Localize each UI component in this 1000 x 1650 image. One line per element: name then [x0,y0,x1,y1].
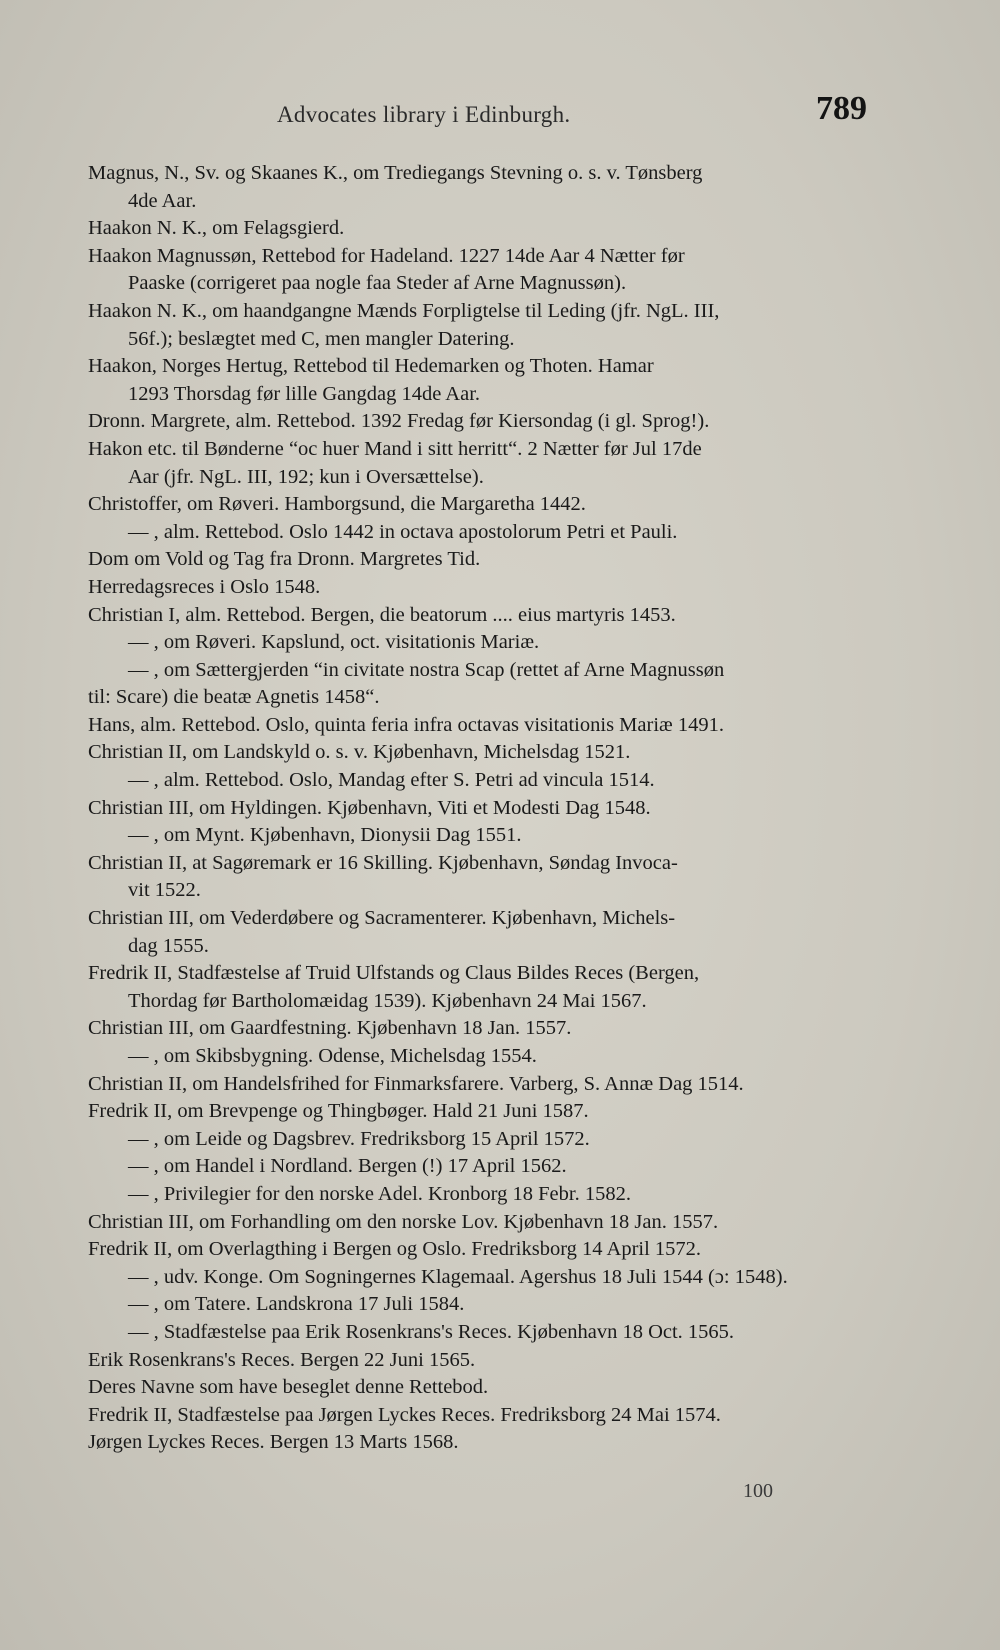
entry-line: Thordag før Bartholomæidag 1539). Kjøbenhavn 24 Mai 1567. [128,989,647,1012]
page-header [0,88,1000,128]
entry-line: Haakon N. K., om haandgangne Mænds Forpligtelse til Leding (jfr. NgL. III, [88,299,720,322]
entry-line: Christian III, om Forhandling om den norske Lov. Kjøbenhavn 18 Jan. 1557. [88,1210,719,1233]
entry-line: Christoffer, om Røveri. Hamborgsund, die Margaretha 1442. [88,493,586,516]
entry-line: Erik Rosenkrans's Reces. Bergen 22 Juni 1565. [88,1348,476,1371]
entry-line: — , om Røveri. Kapslund, oct. visitationis Mariæ. [128,631,540,654]
entry-line: — , om Tatere. Landskrona 17 Juli 1584. [128,1293,465,1316]
entry-line: — , alm. Rettebod. Oslo 1442 in octava apostolorum Petri et Pauli. [128,520,678,543]
entry-line: Fredrik II, om Overlagthing i Bergen og Oslo. Fredriksborg 14 April 1572. [88,1238,702,1261]
running-title: Advocates library i Edinburgh. [277,102,571,127]
entry-line: Christian I, alm. Rettebod. Bergen, die beatorum .... eius martyris 1453. [88,603,676,626]
entry-line: Dronn. Margrete, alm. Rettebod. 1392 Fredag før Kiersondag (i gl. Sprog!). [88,410,710,433]
entry-line: Christian II, at Sagøremark er 16 Skilling. Kjøbenhavn, Søndag Invoca- [88,851,678,874]
entry-line: Herredagsreces i Oslo 1548. [88,575,321,598]
entry-line: Fredrik II, om Brevpenge og Thingbøger. Hald 21 Juni 1587. [88,1100,589,1123]
entry-line: Paaske (corrigeret paa nogle faa Steder af Arne Magnussøn). [128,272,627,295]
entry-line: Dom om Vold og Tag fra Dronn. Margretes Tid. [88,548,481,571]
entry-line: til: Scare) die beatæ Agnetis 1458“. [88,686,380,709]
document-body [88,160,888,1457]
entry-line: — , om Leide og Dagsbrev. Fredriksborg 15 April 1572. [128,1127,590,1150]
entry-line: Aar (jfr. NgL. III, 192; kun i Oversættelse). [128,465,484,488]
entry-line: vit 1522. [128,879,201,902]
entry-line: 4de Aar. [128,189,197,212]
entry-line: — , Stadfæstelse paa Erik Rosenkrans's Reces. Kjøbenhavn 18 Oct. 1565. [128,1320,735,1343]
entry-line: Haakon Magnussøn, Rettebod for Hadeland. 1227 14de Aar 4 Nætter før [88,244,685,267]
entry-line: Fredrik II, Stadfæstelse paa Jørgen Lyckes Reces. Fredriksborg 24 Mai 1574. [88,1403,721,1426]
entry-line: — , om Skibsbygning. Odense, Michelsdag 1554. [128,1045,537,1067]
entry-line: Deres Navne som have beseglet denne Rettebod. [88,1376,489,1399]
entry-line: Haakon N. K., om Felagsgierd. [88,217,345,240]
entry-line: Christian III, om Hyldingen. Kjøbenhavn, Viti et Modesti Dag 1548. [88,796,651,819]
entry-line: — , om Handel i Nordland. Bergen (!) 17 April 1562. [128,1155,567,1178]
entry-line: Fredrik II, Stadfæstelse af Truid Ulfstands og Claus Bildes Reces (Bergen, [88,962,700,985]
entry-line: — , alm. Rettebod. Oslo, Mandag efter S. Petri ad vincula 1514. [128,769,655,792]
entry-line: Christian III, om Vederdøbere og Sacramenterer. Kjøbenhavn, Michels- [88,907,676,930]
entry-line: Christian II, om Handelsfrihed for Finmarksfarere. Varberg, S. Annæ Dag 1514. [88,1072,744,1095]
entry-line: — , om Sættergjerden “in civitate nostra Scap (rettet af Arne Magnussøn [128,658,725,681]
entry-line: — , om Mynt. Kjøbenhavn, Dionysii Dag 1551. [128,824,522,847]
entry-line: 56f.); beslægtet med C, men mangler Datering. [128,327,515,350]
entry-line: — , udv. Konge. Om Sogningernes Klagemaal. Agershus 18 Juli 1544 (ɔ: 1548). [128,1265,788,1288]
entry-line: Christian II, om Landskyld o. s. v. Kjøbenhavn, Michelsdag 1521. [88,741,631,764]
entry-line: — , Privilegier for den norske Adel. Kronborg 18 Febr. 1582. [128,1182,631,1205]
entry-line: dag 1555. [128,934,209,957]
entry-line: Haakon, Norges Hertug, Rettebod til Hedemarken og Thoten. Hamar [88,355,654,378]
signature-mark: 100 [743,1480,773,1502]
entry-line: Hakon etc. til Bønderne “oc huer Mand i sitt herritt“. 2 Nætter før Jul 17de [88,437,702,460]
entry-line: Christian III, om Gaardfestning. Kjøbenhavn 18 Jan. 1557. [88,1017,572,1040]
page-number: 789 [816,90,867,127]
entry-line: 1293 Thorsdag før lille Gangdag 14de Aar. [128,382,481,405]
entry-line: Jørgen Lyckes Reces. Bergen 13 Marts 1568. [88,1431,459,1454]
entry-line: Magnus, N., Sv. og Skaanes K., om Trediegangs Stevning o. s. v. Tønsberg [88,162,703,184]
entry-line: Hans, alm. Rettebod. Oslo, quinta feria infra octavas visitationis Mariæ 1491. [88,713,724,736]
